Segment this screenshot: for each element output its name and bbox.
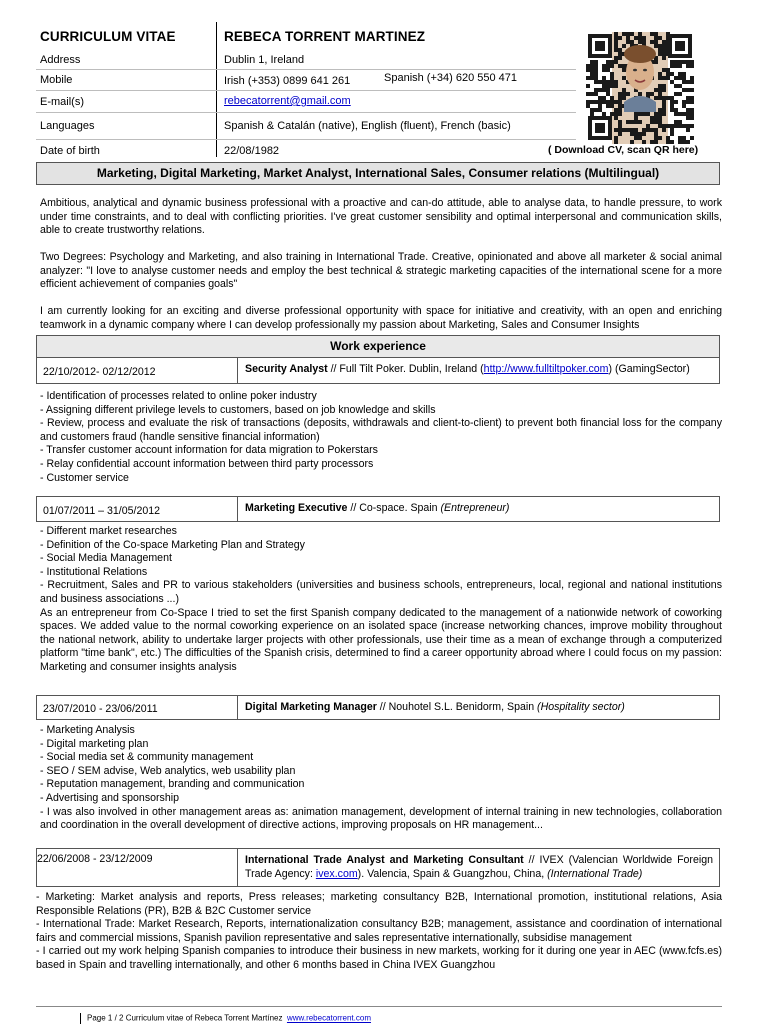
job-role: Security Analyst [245, 363, 328, 375]
job-header-row [36, 848, 720, 887]
dob-value: 22/08/1982 [224, 145, 280, 157]
duty-item: - Assigning different privilege levels to customers, based on job knowledge and skills [40, 403, 436, 416]
job-row-divider [237, 849, 238, 886]
duty-item: - Social media set & community management [40, 751, 254, 764]
duty-item: - Institutional Relations [40, 565, 148, 578]
job-role: Marketing Executive [245, 502, 348, 514]
dob-label: Date of birth [40, 145, 100, 157]
summary-paragraph: I am currently looking for an exciting and diverse professional opportunity with space for initiative and creativity, with an open and enriching teamwork in a dynamic company where I can develop professionally my passion about Marketing, Sales and Consumer Insights [40, 305, 722, 331]
duty-item: - I was also involved in other management areas as: animation management, development of internal training in new technologies, collaboration and coordination in the overall development of directive actions, improving proposals on HR management... [40, 805, 722, 832]
duty-item: - Digital marketing plan [40, 737, 149, 750]
row-rule [36, 69, 576, 70]
languages-label: Languages [40, 120, 95, 132]
row-rule [36, 90, 576, 91]
footer-rule [36, 1006, 722, 1007]
job-row-divider [237, 696, 238, 719]
mobile-irish: Irish (+353) 0899 641 261 [224, 75, 351, 87]
job-company: Full Tilt Poker. Dublin, Ireland ( [339, 363, 484, 375]
job-sector: (Entrepreneur) [440, 502, 510, 514]
job-duties [40, 724, 722, 833]
footer-website-link[interactable]: www.rebecatorrent.com [286, 1013, 371, 1023]
duty-item: As an entrepreneur from Co-Space I tried to set the first Spanish company dedicated to the management of a nationwide network of coworking spaces. We added value to the normal coworking experience on an isolated space (increase networking chances, improve mobility throughout the national network, ability to undertake larger projects with other professionals, use their time as a mean of exchange through a computerized platform "time bank", etc.) The difficulties of the Spanish crisis, determined to find a career opportunity abroad where I could focus on my passion: Marketing and consumer insights analysis [40, 606, 722, 673]
job-duties [40, 525, 722, 675]
footer-separator [80, 1013, 81, 1024]
job-role: Digital Marketing Manager [245, 701, 377, 713]
row-rule [36, 112, 576, 113]
languages-value: Spanish & Catalán (native), English (fluent), French (basic) [224, 120, 511, 132]
duty-item: - Reputation management, branding and communication [40, 778, 305, 791]
qr-caption: ( Download CV, scan QR here) [548, 144, 699, 156]
job-dates: 22/06/2008 - 23/12/2009 [37, 853, 153, 865]
job-location: ). Valencia, Spain & Guangzhou, China, [357, 867, 548, 880]
page-footer [80, 1013, 371, 1024]
email-label: E-mail(s) [40, 96, 84, 108]
job-row-divider [237, 358, 238, 383]
row-rule [36, 139, 576, 140]
email-link[interactable]: rebecatorrent@gmail.com [224, 95, 351, 107]
job-dates: 22/10/2012- 02/12/2012 [43, 366, 156, 378]
duty-item: - Marketing Analysis [40, 724, 135, 736]
job-row-divider [237, 497, 238, 521]
job-company-link[interactable]: ivex.com [315, 867, 358, 880]
job-title [245, 854, 713, 881]
job-duties [40, 390, 722, 485]
duty-item: - Social Media Management [40, 552, 172, 565]
job-title [245, 502, 713, 516]
address-value: Dublin 1, Ireland [224, 54, 305, 66]
cv-label: CURRICULUM VITAE [40, 29, 176, 44]
duty-item: - SEO / SEM advise, Web analytics, web usability plan [40, 764, 296, 777]
job-sector: (International Trade) [547, 867, 643, 880]
duty-item: - Transfer customer account information for data migration to Pokerstars [40, 444, 378, 457]
mobile-spanish: Spanish (+34) 620 550 471 [384, 72, 518, 84]
job-title [245, 701, 713, 715]
job-company-link[interactable]: http://www.fulltiltpoker.com [483, 363, 609, 375]
duty-item: - Marketing: Market analysis and reports, Press releases; marketing consultancy B2B, International promotion, institutional relations, Asia Responsible Relations (PR), B2B & B2C Customer service [36, 891, 722, 917]
duty-item: - International Trade: Market Research, Reports, internationalization consultancy B2B; management, assistance and coordination of international fairs and commercial missions, Spanish pavilion representative and sales representative internationally, subsidise management [36, 918, 722, 944]
mobile-label: Mobile [40, 74, 73, 86]
duty-item: - I carried out my work helping Spanish companies to introduce their business in new markets, working for it during one year in AEC (www.fcfs.es) based in Spain and travelling internationally, and other 6 months based in China IVEX Guangzhou [36, 945, 722, 971]
duty-item: - Different market researches [40, 525, 177, 537]
job-sector: (Hospitality sector) [537, 701, 625, 713]
summary-paragraph: Two Degrees: Psychology and Marketing, and also training in International Trade. Creative, opinionated and above all marketer & social animal analyzer: "I love to analyse customer needs and employ the best technical & strategic marketing capacities of the international scene for a more efficient achievement of companies goals" [40, 251, 722, 291]
job-sector: ) (GamingSector) [608, 363, 690, 375]
job-dates: 01/07/2011 – 31/05/2012 [43, 505, 161, 517]
job-header-row [36, 357, 720, 384]
duty-item: - Definition of the Co-space Marketing Plan and Strategy [40, 538, 305, 551]
job-header-row [36, 496, 720, 522]
duty-item: - Customer service [40, 471, 129, 484]
job-role: International Trade Analyst and Marketing Consultant [245, 854, 524, 866]
summary-paragraph: Ambitious, analytical and dynamic business professional with a proactive and can-do attitude, able to analyse data, to handle pressure, to work under time constraints, and to deal with conflicting priorities. I've great customer sensibility and optimal interpersonal and communication skills, able to create trustworthy relations. [40, 197, 722, 237]
work-experience-banner: Work experience [36, 335, 720, 358]
duty-item: - Advertising and sponsorship [40, 791, 179, 804]
job-duties [36, 891, 722, 973]
footer-text: Page 1 / 2 Curriculum vitae of Rebeca Torrent Martínez [87, 1013, 283, 1023]
job-company: Nouhotel S.L. Benidorm, Spain [388, 701, 538, 713]
job-company: IVEX (Valencian Worldwide Foreign Trade Agency: [245, 854, 713, 880]
job-dates: 23/07/2010 - 23/06/2011 [43, 703, 158, 715]
job-company: Co-space. Spain [359, 502, 441, 514]
address-label: Address [40, 54, 81, 66]
candidate-name: REBECA TORRENT MARTINEZ [224, 29, 426, 44]
job-header-row [36, 695, 720, 720]
duty-item: - Review, process and evaluate the risk of transactions (deposits, withdrawals and client-to-client) to prevent both financial loss for the company and customers fraud (handle sensitive financial information) [40, 417, 722, 443]
duty-item: - Recruitment, Sales and PR to various stakeholders (universities and business schools, entrepreneurs, local, regional and national institutions and business associations ...) [40, 579, 722, 605]
duty-item: - Relay confidential account information between third party processors [40, 457, 374, 470]
job-title [245, 363, 713, 377]
job-sep: // [347, 502, 360, 514]
duty-item: - Identification of processes related to online poker industry [40, 390, 317, 402]
qr-code-icon[interactable] [586, 32, 694, 144]
job-sep: // [327, 363, 340, 375]
job-sep: // [376, 701, 389, 713]
profile-banner: Marketing, Digital Marketing, Market Analyst, International Sales, Consumer relations (Multilingual) [36, 162, 720, 185]
job-sep: // [523, 854, 540, 866]
